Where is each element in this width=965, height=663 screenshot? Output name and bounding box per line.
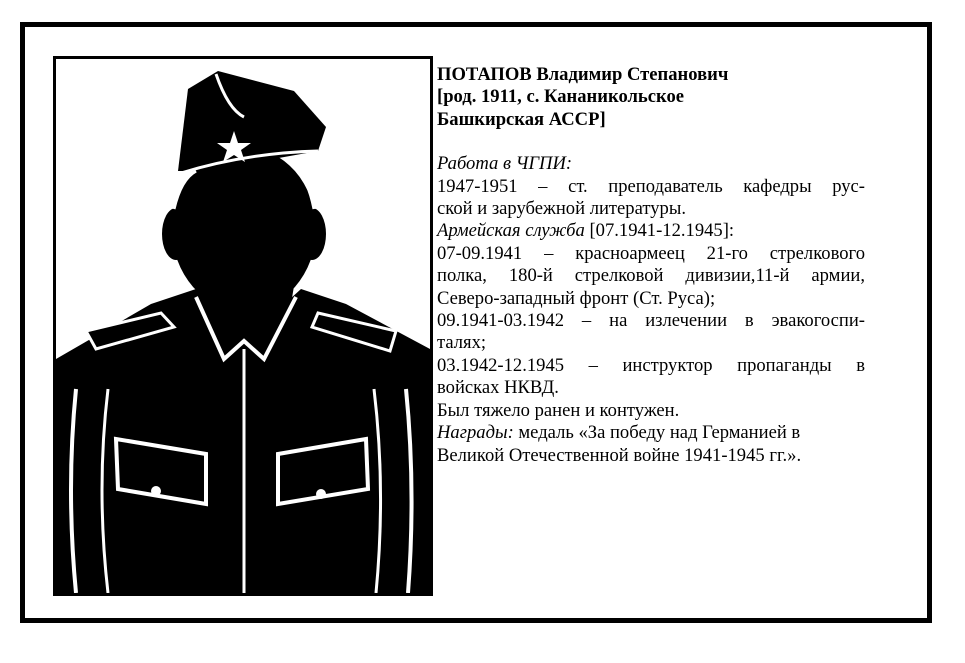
army-line: 09.1941-03.1942 – на излечении в эвакогоспи-: [437, 310, 865, 332]
army-line: Северо-западный фронт (Ст. Руса);: [437, 287, 716, 309]
biography-text: [437, 64, 865, 467]
army-line: 07-09.1941 – красноармеец 21-го стрелкового: [437, 242, 865, 264]
army-line: войсках НКВД.: [437, 377, 559, 399]
soldier-portrait: [53, 56, 433, 596]
army-line: 03.1942-12.1945 – инструктор пропаганды в: [437, 354, 865, 376]
work-heading: Работа в ЧГПИ:: [437, 153, 573, 175]
awards-line: [437, 422, 865, 444]
birth-info-line2: Башкирская АССР]: [437, 108, 606, 130]
biography-title: [437, 64, 865, 131]
army-heading: Армейская служба: [437, 220, 585, 242]
work-line: ской и зарубежной литературы.: [437, 198, 686, 220]
birth-info-line1: [род. 1911, с. Кананикольское: [437, 86, 685, 108]
awards-text: медаль «За победу над Германией в: [513, 422, 801, 444]
work-line: 1947-1951 – ст. преподаватель кафедры рус-: [437, 175, 865, 197]
awards-heading: Награды:: [437, 422, 514, 444]
army-line: Был тяжело ранен и контужен.: [437, 399, 680, 421]
awards-line: Великой Отечественной войне 1941-1945 гг.».: [437, 444, 802, 466]
soldier-silhouette-icon: [56, 59, 430, 593]
person-name: ПОТАПОВ Владимир Степанович: [437, 64, 729, 85]
army-heading-line: [437, 220, 865, 242]
army-period: [07.1941-12.1945]:: [584, 220, 735, 242]
army-line: полка, 180-й стрелковой дивизии,11-й армии,: [437, 265, 865, 287]
army-line: талях;: [437, 332, 487, 354]
